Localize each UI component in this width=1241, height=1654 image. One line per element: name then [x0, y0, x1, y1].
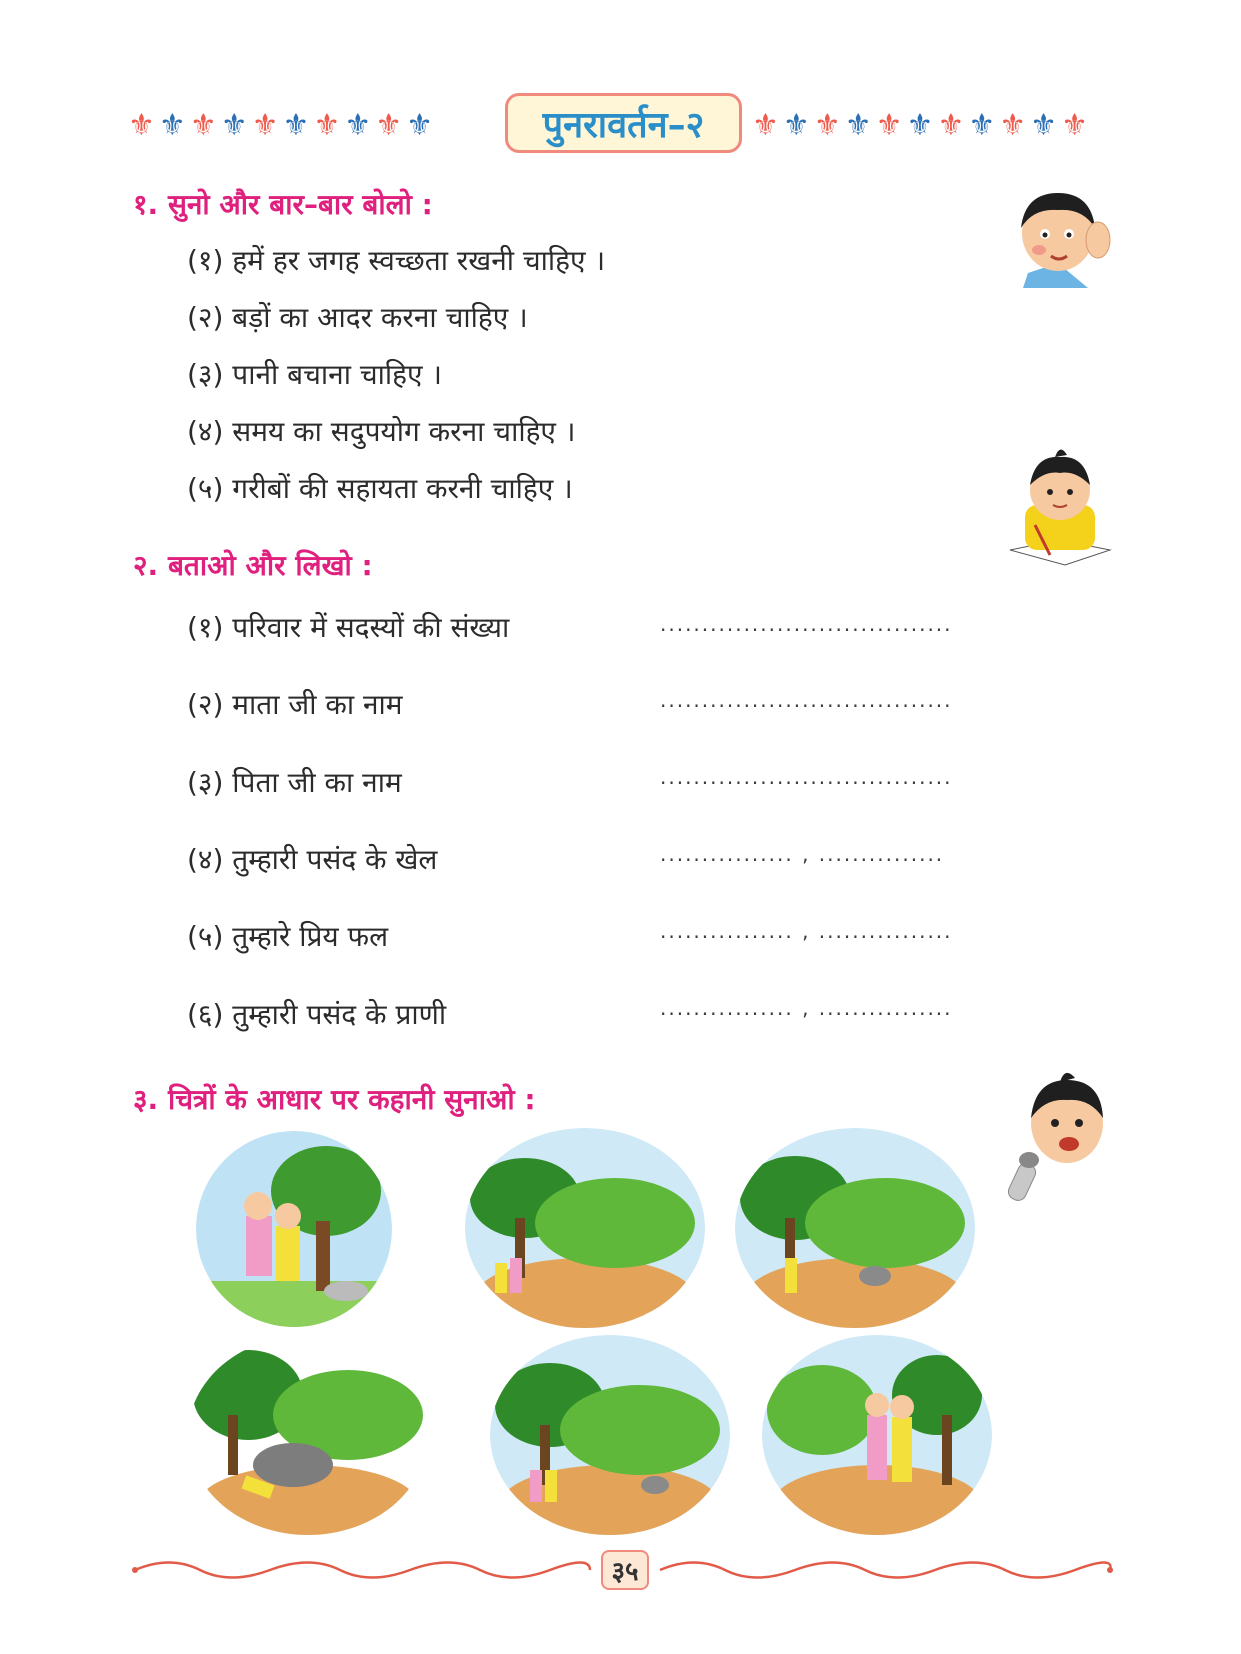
- question-label: (४) तुम्हारी पसंद के खेल: [187, 843, 438, 876]
- question-label: (३) पिता जी का नाम: [187, 766, 402, 799]
- footer-flourish-right: [655, 1555, 1115, 1585]
- story-scene-4: [188, 1335, 428, 1535]
- boy-listening-illustration: [1003, 188, 1113, 288]
- answer-blank[interactable]: ...................................: [660, 688, 953, 712]
- girl-speaking-illustration: [1005, 1068, 1115, 1203]
- page-title-box: [505, 93, 742, 153]
- header-flourish-right: ⚜ ⚜ ⚜ ⚜ ⚜ ⚜ ⚜ ⚜ ⚜ ⚜ ⚜: [752, 108, 1088, 143]
- answer-blank[interactable]: ................ , ................: [660, 919, 953, 943]
- answer-blank[interactable]: ................ , ................: [660, 996, 953, 1020]
- section1-item: (३) पानी बचाना चाहिए ।: [187, 358, 443, 391]
- section1-item: (२) बड़ों का आदर करना चाहिए ।: [187, 301, 528, 334]
- girl-writing-illustration: [1005, 445, 1115, 570]
- header-flourish-left: ⚜ ⚜ ⚜ ⚜ ⚜ ⚜ ⚜ ⚜ ⚜ ⚜: [128, 108, 434, 143]
- story-scene-5: [490, 1335, 730, 1535]
- page-title: पुनरावर्तन–२: [542, 104, 705, 146]
- answer-blank[interactable]: ...................................: [660, 612, 953, 636]
- question-label: (५) तुम्हारे प्रिय फल: [187, 920, 389, 953]
- section2-heading: २. बताओ और लिखो :: [133, 549, 373, 582]
- story-scene-1: [196, 1131, 392, 1327]
- question-label: (१) परिवार में सदस्यों की संख्या: [187, 611, 510, 644]
- answer-blank[interactable]: ...................................: [660, 765, 953, 789]
- story-scene-6: [762, 1335, 992, 1535]
- story-scene-2: [465, 1128, 705, 1328]
- story-scene-3: [735, 1128, 975, 1328]
- section1-item: (५) गरीबों की सहायता करनी चाहिए ।: [187, 472, 573, 505]
- page-number: ३५: [611, 1557, 639, 1587]
- question-label: (२) माता जी का नाम: [187, 688, 403, 721]
- page-number-box: [601, 1550, 649, 1590]
- question-label: (६) तुम्हारी पसंद के प्राणी: [187, 998, 447, 1031]
- section1-heading: १. सुनो और बार–बार बोलो :: [133, 188, 433, 221]
- section3-heading: ३. चित्रों के आधार पर कहानी सुनाओ :: [133, 1083, 536, 1116]
- section1-item: (१) हमें हर जगह स्वच्छता रखनी चाहिए ।: [187, 244, 606, 277]
- section1-item: (४) समय का सदुपयोग करना चाहिए ।: [187, 415, 576, 448]
- answer-blank[interactable]: ................ , ...............: [660, 842, 945, 866]
- footer-flourish-left: [130, 1555, 595, 1585]
